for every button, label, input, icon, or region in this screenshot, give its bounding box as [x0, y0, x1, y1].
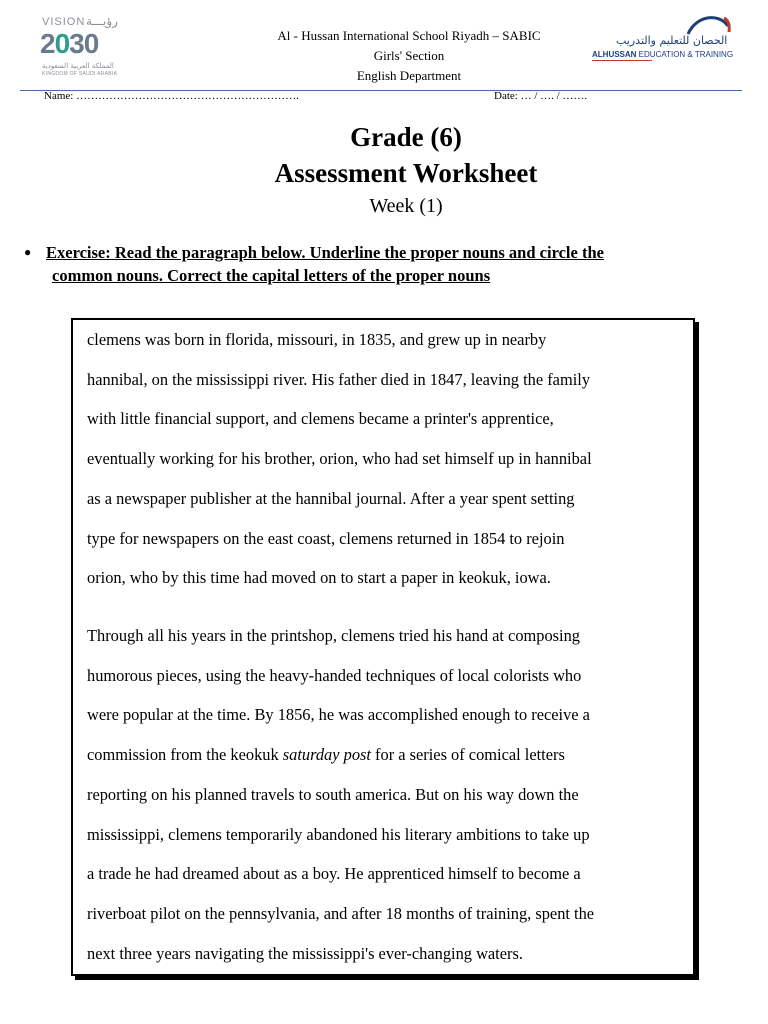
passage-line: were popular at the time. By 1856, he was accomplished enough to receive a: [87, 705, 590, 725]
alhussan-divider: [592, 60, 652, 61]
passage-line: orion, who by this time had moved on to start a paper in keokuk, iowa.: [87, 568, 551, 588]
exercise-line: common nouns. Correct the capital letters of the proper nouns: [52, 266, 491, 285]
passage-line: as a newspaper publisher at the hannibal journal. After a year spent setting: [87, 488, 575, 508]
passage-line: with little financial support, and clemens became a printer's apprentice,: [87, 409, 554, 429]
passage-line: type for newspapers on the east coast, clemens returned in 1854 to rejoin: [87, 528, 565, 548]
newspaper-title: saturday post: [282, 745, 371, 765]
vision-logo-sub-english: KINGDOM OF SAUDI ARABIA: [42, 71, 118, 77]
vision-logo-arabic: رؤيـــة: [86, 14, 118, 28]
school-section: Girls' Section: [373, 48, 445, 63]
school-header: [200, 26, 618, 86]
exercise-text: [46, 241, 746, 287]
vision-logo-sub-arabic: المملكة العربية السعودية: [42, 62, 114, 70]
exercise-line: Exercise: Read the paragraph below. Underline the proper nouns and circle the: [46, 243, 604, 262]
passage-line: Through all his years in the printshop, clemens tried his hand at composing: [87, 626, 580, 645]
passage-line: mississippi, clemens temporarily abandoned his literary ambitions to take up: [87, 824, 590, 844]
vision-logo-year: 2030: [40, 28, 99, 59]
paragraph-2: [87, 616, 691, 973]
passage-line: clemens was born in florida, missouri, in 1835, and grew up in nearby: [87, 330, 547, 349]
passage-line: eventually working for his brother, orion, who had set himself up in hannibal: [87, 449, 592, 469]
passage-line: riverboat pilot on the pennsylvania, and after 18 months of training, spent the: [87, 903, 595, 923]
date-field[interactable]: Date: … / …. / …….: [494, 90, 588, 102]
passage-line: a trade he had dreamed about as a boy. He apprenticed himself to become a: [87, 864, 581, 884]
grade-title: Grade (6): [350, 122, 462, 152]
school-name: Al - Hussan International School Riyadh – SABIC: [277, 28, 541, 43]
name-date-row: [0, 88, 768, 104]
school-department: English Department: [356, 68, 462, 83]
passage-box: [71, 318, 695, 976]
bullet-icon: ●: [24, 245, 32, 259]
alhussan-english: ALHUSSAN EDUCATION & TRAINING: [592, 50, 734, 59]
vision-logo-text: VISION: [42, 16, 86, 28]
worksheet-title: Assessment Worksheet: [274, 158, 538, 188]
passage-line: commission from the keokuk saturday post for a series of comical letters: [87, 745, 565, 765]
alhussan-logo: [588, 12, 738, 72]
vision-2030-logo: [36, 16, 132, 76]
paragraph-1: [87, 320, 691, 598]
passage-line: reporting on his planned travels to south america. But on his way down the: [87, 784, 579, 804]
week-subtitle: Week (1): [369, 195, 443, 217]
swoosh-icon: [684, 12, 734, 36]
passage-line: hannibal, on the mississippi river. His father died in 1847, leaving the family: [87, 369, 591, 389]
passage-line: next three years navigating the mississippi's ever-changing waters.: [87, 943, 523, 963]
name-field[interactable]: Name: …………………………………………………….: [44, 90, 299, 102]
alhussan-arabic: الحصان للتعليم والتدريب: [616, 34, 728, 47]
passage-line: humorous pieces, using the heavy-handed techniques of local colorists who: [87, 665, 582, 685]
